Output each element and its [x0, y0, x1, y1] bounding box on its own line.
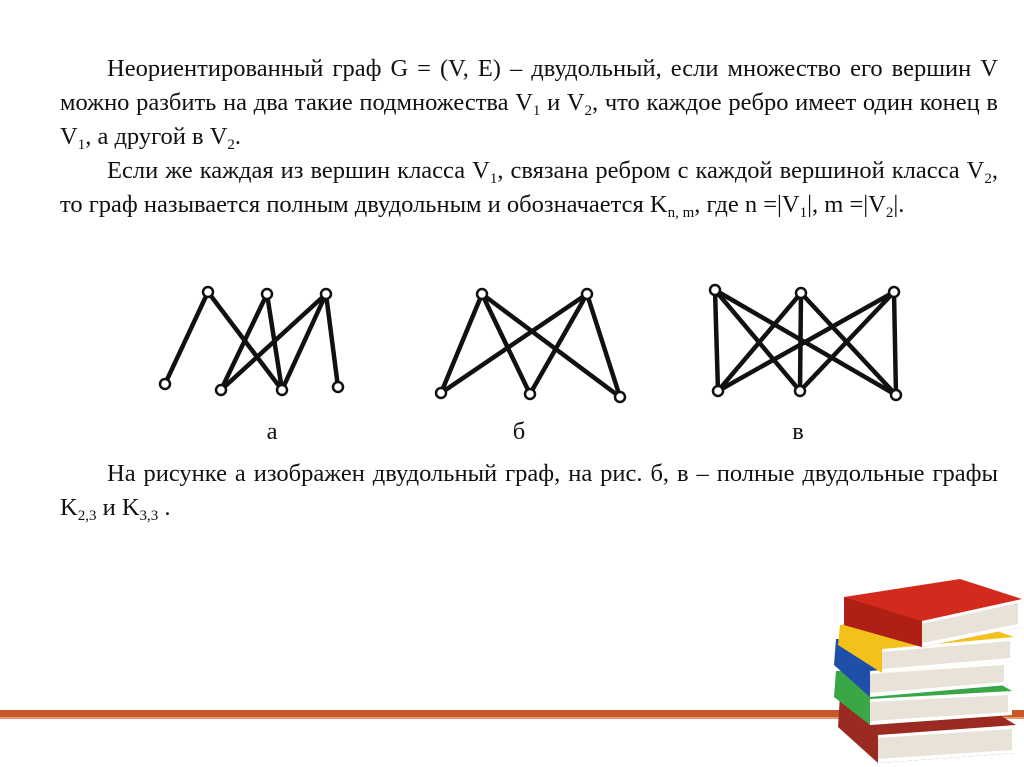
- text: , где n =|V: [694, 191, 800, 218]
- caption-b: б: [512, 418, 526, 445]
- text: |.: [893, 191, 905, 218]
- vertex: [216, 385, 226, 395]
- subscript: 2: [885, 205, 894, 221]
- graph-b: [441, 294, 620, 397]
- text: , что каждое ребро имеет один конец в V: [60, 89, 998, 150]
- text: Если же каждая из вершин класса V: [107, 157, 490, 184]
- vertex: [889, 287, 899, 297]
- text: .: [158, 494, 171, 521]
- text: и K: [96, 494, 140, 521]
- subscript: 2: [227, 137, 235, 153]
- subscript: 2,3: [77, 508, 97, 524]
- text: Неориентированный граф G = (V, E) – двудольный, если множество его вершин V можно разбить на два такие подмножества V: [60, 55, 998, 116]
- text: На рисунке а изображен двудольный граф, на рис. б, в – полные двудольные графы K: [60, 460, 998, 521]
- vertex: [713, 386, 723, 396]
- graph-a: [165, 292, 338, 390]
- vertex: [891, 390, 901, 400]
- subscript: 1: [77, 137, 86, 153]
- text: |, m =|V: [807, 191, 886, 218]
- books-stack-icon: [830, 575, 1024, 765]
- vertex: [321, 289, 331, 299]
- text: , то граф называется полным двудольным и обозначается K: [60, 157, 998, 218]
- subscript: 1: [799, 205, 808, 221]
- vertex: [477, 289, 487, 299]
- subscript: n, m: [667, 205, 695, 221]
- subscript: 1: [489, 171, 498, 187]
- vertex: [796, 288, 806, 298]
- vertex: [160, 379, 170, 389]
- subscript: 1: [532, 103, 541, 119]
- caption-c: в: [792, 418, 804, 445]
- caption-a: а: [266, 418, 278, 445]
- vertex: [710, 285, 720, 295]
- vertex: [203, 287, 213, 297]
- subscript: 3,3: [139, 508, 159, 524]
- graph-c: [715, 290, 896, 395]
- text: и V: [540, 89, 585, 116]
- text: .: [234, 123, 242, 150]
- text: , связана ребром с каждой вершиной класса V: [497, 157, 985, 184]
- vertex: [525, 389, 535, 399]
- vertex: [436, 388, 446, 398]
- text: , а другой в V: [85, 123, 228, 150]
- paragraph-figure-description: [60, 457, 998, 525]
- vertex: [262, 289, 272, 299]
- vertex: [615, 392, 625, 402]
- vertex: [795, 386, 805, 396]
- vertex: [277, 385, 287, 395]
- subscript: 2: [584, 103, 593, 119]
- subscript: 2: [984, 171, 992, 187]
- vertex: [582, 289, 592, 299]
- vertex: [333, 382, 343, 392]
